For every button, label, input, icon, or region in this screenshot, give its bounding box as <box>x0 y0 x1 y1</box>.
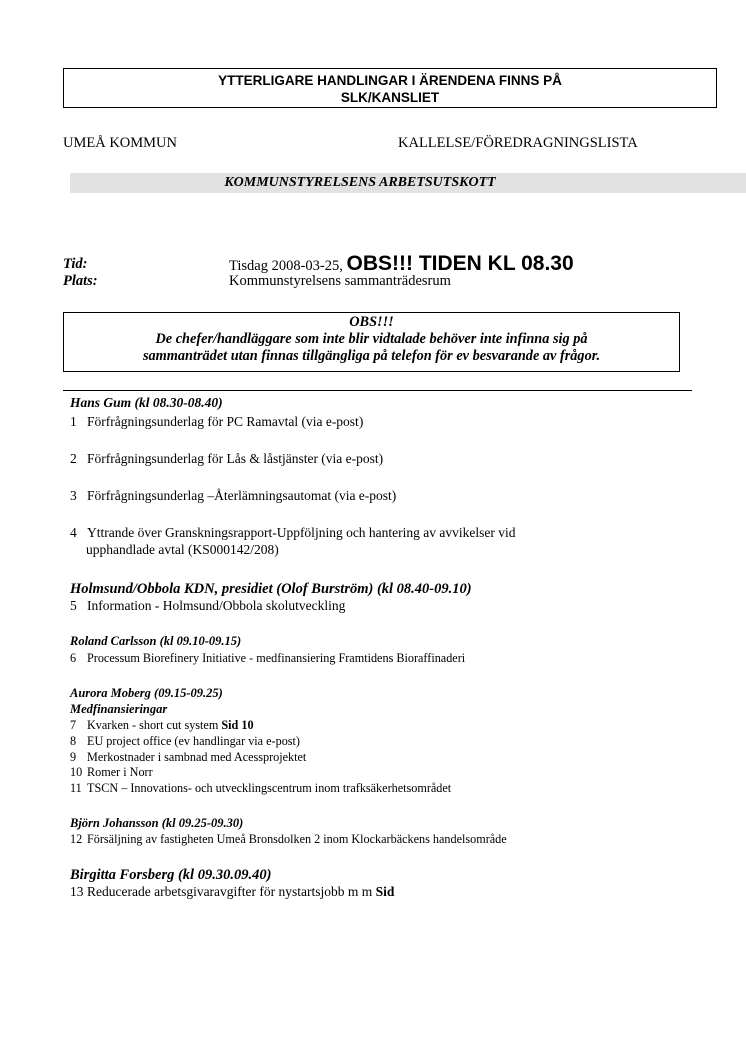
section-head: Roland Carlsson (kl 09.10-09.15) <box>70 634 242 648</box>
item-text: Reducerade arbetsgivaravgifter för nystartsjobb m m <box>87 884 376 899</box>
additional-documents-notice <box>63 68 717 108</box>
item-number: 11 <box>70 781 82 795</box>
notice-line-2: SLK/KANSLIET <box>340 90 440 105</box>
organization-name: UMEÅ KOMMUN <box>63 135 177 151</box>
item-number: 8 <box>70 734 77 748</box>
item-text: Förfrågningsunderlag –Återlämningsautomat (via e-post) <box>87 488 397 503</box>
place-value: Kommunstyrelsens sammanträdesrum <box>229 273 451 289</box>
time-label: Tid: <box>63 256 88 272</box>
item-number: 7 <box>70 718 77 732</box>
item-number: 13 <box>70 884 84 899</box>
meeting-date: Tisdag 2008-03-25, <box>229 258 343 274</box>
agenda-item <box>70 598 345 614</box>
agenda-item <box>70 488 396 504</box>
item-number: 9 <box>70 750 77 764</box>
committee-title: KOMMUNSTYRELSENS ARBETSUTSKOTT <box>224 175 496 190</box>
item-number: 4 <box>70 525 77 540</box>
document-type: KALLELSE/FÖREDRAGNINGSLISTA <box>398 135 638 151</box>
section-head: Hans Gum (kl 08.30-08.40) <box>70 395 223 410</box>
section-head: Birgitta Forsberg (kl 09.30.09.40) <box>70 867 272 883</box>
agenda-item <box>70 832 507 847</box>
item-text: Yttrande över Granskningsrapport-Uppföljning och hantering av avvikelser vid <box>87 525 516 540</box>
agenda-item <box>70 451 383 467</box>
item-number: 2 <box>70 451 77 466</box>
agenda-item <box>70 750 306 765</box>
agenda-item <box>70 734 300 749</box>
item-text: Romer i Norr <box>87 765 153 779</box>
obs-line-1: De chefer/handläggare som inte blir vidtalade behöver inte infinna sig på <box>155 331 588 347</box>
obs-title: OBS!!! <box>349 314 394 330</box>
item-text: EU project office (ev handlingar via e-post) <box>87 734 300 748</box>
agenda-item <box>70 884 394 900</box>
divider-line <box>63 390 692 391</box>
page-reference: Sid 10 <box>221 718 254 732</box>
item-continuation: upphandlade avtal (KS000142/208) <box>86 542 279 557</box>
notice-line-1: YTTERLIGARE HANDLINGAR I ÄRENDENA FINNS PÅ <box>218 73 562 88</box>
time-warning: OBS!!! TIDEN KL 08.30 <box>346 252 574 275</box>
item-number: 5 <box>70 598 77 613</box>
agenda-item <box>70 718 254 733</box>
item-number: 10 <box>70 765 83 779</box>
item-number: 6 <box>70 651 77 665</box>
item-text: Förfrågningsunderlag för Lås & låstjänster (via e-post) <box>87 451 384 466</box>
section-head: Björn Johansson (kl 09.25-09.30) <box>70 816 244 830</box>
section-subhead: Medfinansieringar <box>70 702 168 716</box>
item-text: Kvarken - short cut system <box>87 718 222 732</box>
item-text: Försäljning av fastigheten Umeå Bronsdolken 2 inom Klockarbäckens handelsområde <box>87 832 507 846</box>
obs-line-2: sammanträdet utan finnas tillgängliga på telefon för ev besvarande av frågor. <box>142 348 601 364</box>
item-number: 3 <box>70 488 77 503</box>
item-text: TSCN – Innovations- och utvecklingscentrum inom trafksäkerhetsområdet <box>87 781 452 795</box>
page-reference: Sid <box>375 884 395 899</box>
agenda-item <box>70 651 465 666</box>
agenda-item <box>70 414 363 430</box>
item-text: Processum Biorefinery Initiative - medfinansiering Framtidens Bioraffinaderi <box>87 651 466 665</box>
section-head: Holmsund/Obbola KDN, presidiet (Olof Burström) (kl 08.40-09.10) <box>70 581 472 597</box>
agenda-item <box>70 781 451 796</box>
item-text: Merkostnader i sambnad med Acessprojektet <box>87 750 307 764</box>
obs-notice-box <box>63 312 680 372</box>
item-number: 12 <box>70 832 83 846</box>
item-text: Information - Holmsund/Obbola skolutveckling <box>87 598 346 613</box>
agenda-item <box>70 525 516 541</box>
section-head: Aurora Moberg (09.15-09.25) <box>70 686 223 700</box>
item-text: Förfrågningsunderlag för PC Ramavtal (via e-post) <box>87 414 364 429</box>
item-number: 1 <box>70 414 77 429</box>
agenda-item <box>70 765 153 780</box>
place-label: Plats: <box>63 273 98 289</box>
